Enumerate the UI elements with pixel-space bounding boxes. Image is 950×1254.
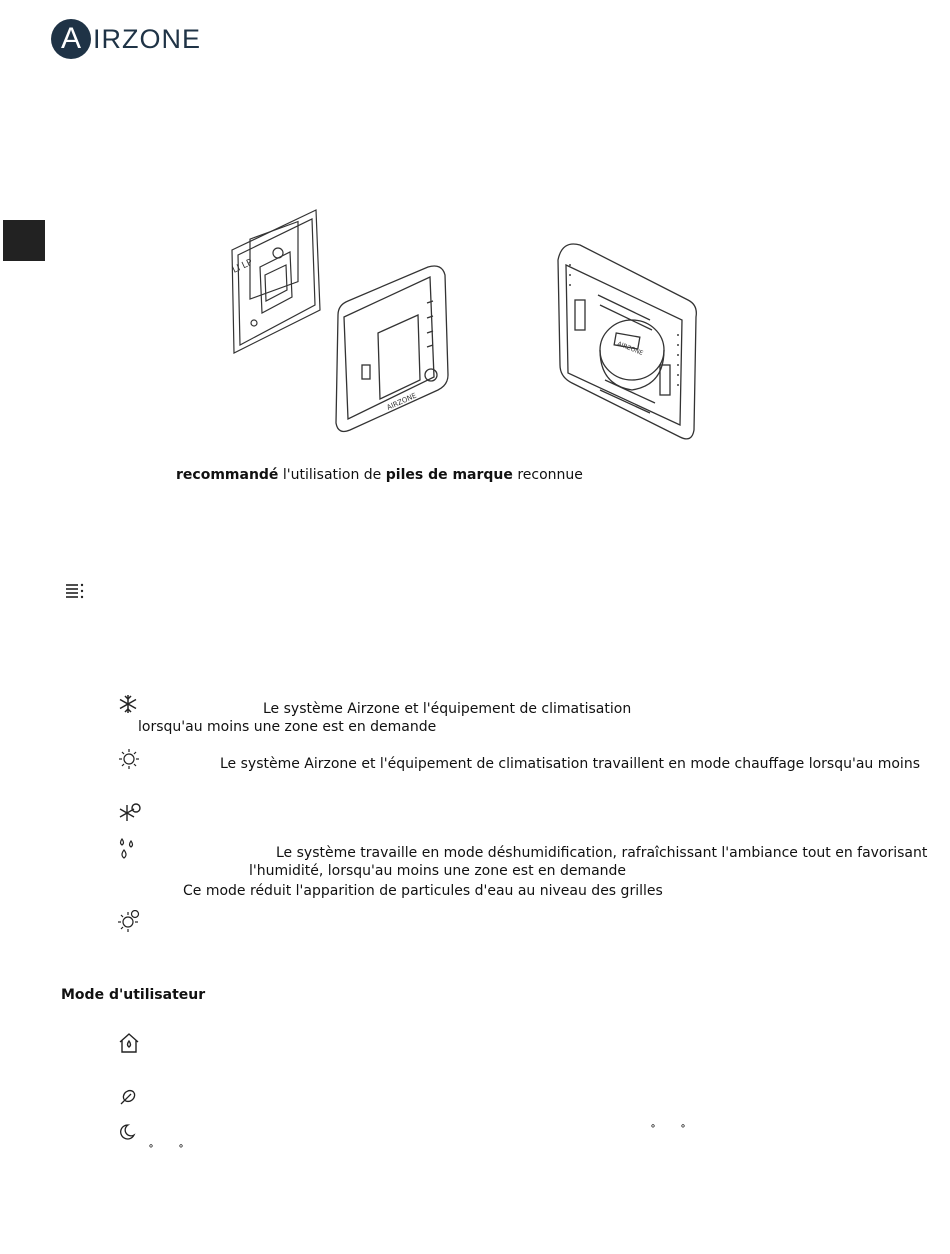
degree-mark-4: ˚	[178, 1144, 184, 1158]
dry-mode-text-2: l'humidité, lorsqu'au moins une zone est en demande	[249, 863, 627, 879]
degree-mark-1: ˚	[650, 1124, 656, 1138]
caption-text-2: reconnue	[512, 467, 583, 483]
brand-logo-text: IRZONE	[93, 24, 202, 54]
degree-mark-2: ˚	[680, 1124, 686, 1138]
sun-icon	[119, 749, 139, 769]
eco-leaf-icon	[119, 1088, 137, 1106]
back-brand-label: AIRZONE	[616, 340, 645, 358]
moon-icon	[118, 1123, 136, 1141]
chapter-tab	[3, 220, 45, 261]
snowflake-icon	[118, 694, 138, 714]
wall-plate	[231, 210, 320, 353]
dry-mode-text-3: Ce mode réduit l'apparition de particules d'eau au niveau des grilles	[183, 883, 663, 899]
drops-icon	[118, 838, 136, 860]
svg-text:LI LP: LI LP	[231, 257, 255, 276]
home-icon	[118, 1032, 140, 1054]
device-brand-label: AIRZONE	[385, 391, 418, 412]
menu-list-icon	[66, 583, 86, 599]
device-illustration	[220, 205, 710, 445]
caption-bold-2: piles de marque	[385, 467, 513, 483]
cool-mode-text-2: lorsqu'au moins une zone est en demande	[138, 719, 437, 735]
caption-bold-1: recommandé	[176, 467, 279, 483]
cool-mode-text-1: Le système Airzone et l'équipement de climatisation	[263, 701, 632, 717]
dry-mode-text-1: Le système travaille en mode déshumidification, rafraîchissant l'ambiance tout en favorisant	[276, 845, 928, 861]
brand-logo-mark	[51, 19, 91, 59]
degree-mark-3: ˚	[148, 1144, 154, 1158]
heat-mode-text: Le système Airzone et l'équipement de climatisation travaillent en mode chauffage lorsqu'au moins	[220, 756, 920, 772]
logo-letter: A	[60, 22, 81, 55]
sun-auto-icon	[118, 910, 140, 932]
caption-text-1: l'utilisation de	[278, 467, 386, 483]
thermostat-back	[558, 244, 696, 439]
snowflake-auto-icon	[119, 803, 141, 823]
user-mode-heading: Mode d'utilisateur	[61, 987, 206, 1003]
battery-caption	[176, 467, 583, 483]
